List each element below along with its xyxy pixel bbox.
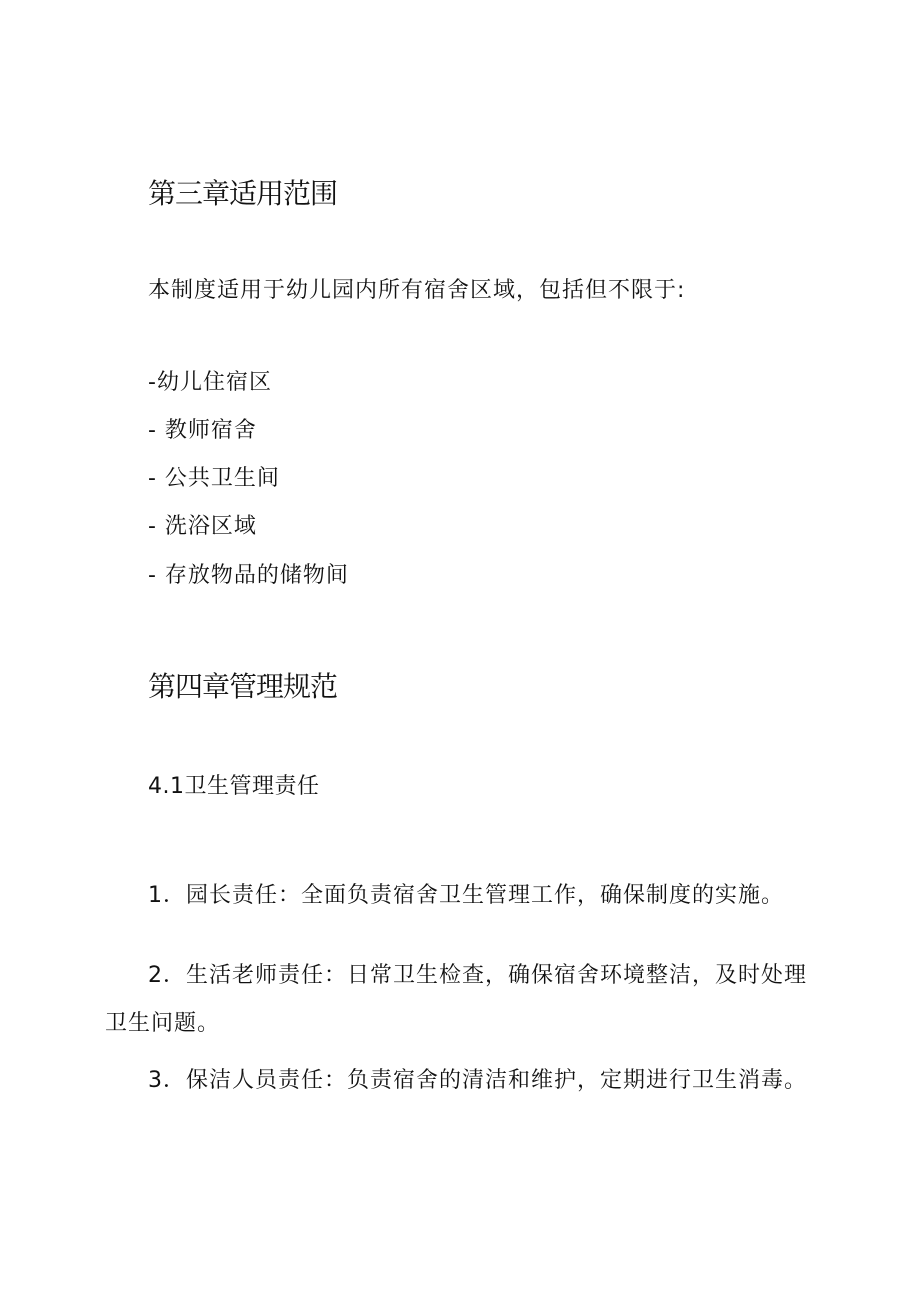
scope-intro-paragraph: 本制度适用于幼儿园内所有宿舍区域，包括但不限于: xyxy=(148,278,686,303)
list-item: -幼儿住宿区 xyxy=(148,370,272,395)
section-4-1-title: 4.1卫生管理责任 xyxy=(148,774,320,799)
responsibility-item: 3．保洁人员责任：负责宿舍的清洁和维护，定期进行卫生消毒。 xyxy=(148,1068,807,1093)
list-item: - 教师宿舍 xyxy=(148,418,257,443)
list-item: - 存放物品的储物间 xyxy=(148,563,349,588)
responsibility-item: 2．生活老师责任：日常卫生检查，确保宿舍环境整洁，及时处理 xyxy=(148,963,807,988)
chapter-3-heading: 第三章适用范围 xyxy=(148,177,338,210)
responsibility-item-continuation: 卫生问题。 xyxy=(105,1011,221,1036)
list-item: - 洗浴区域 xyxy=(148,514,257,539)
chapter-4-heading: 第四章管理规范 xyxy=(148,670,338,703)
list-item: - 公共卫生间 xyxy=(148,466,280,491)
responsibility-item: 1．园长责任：全面负责宿舍卫生管理工作，确保制度的实施。 xyxy=(148,883,784,908)
